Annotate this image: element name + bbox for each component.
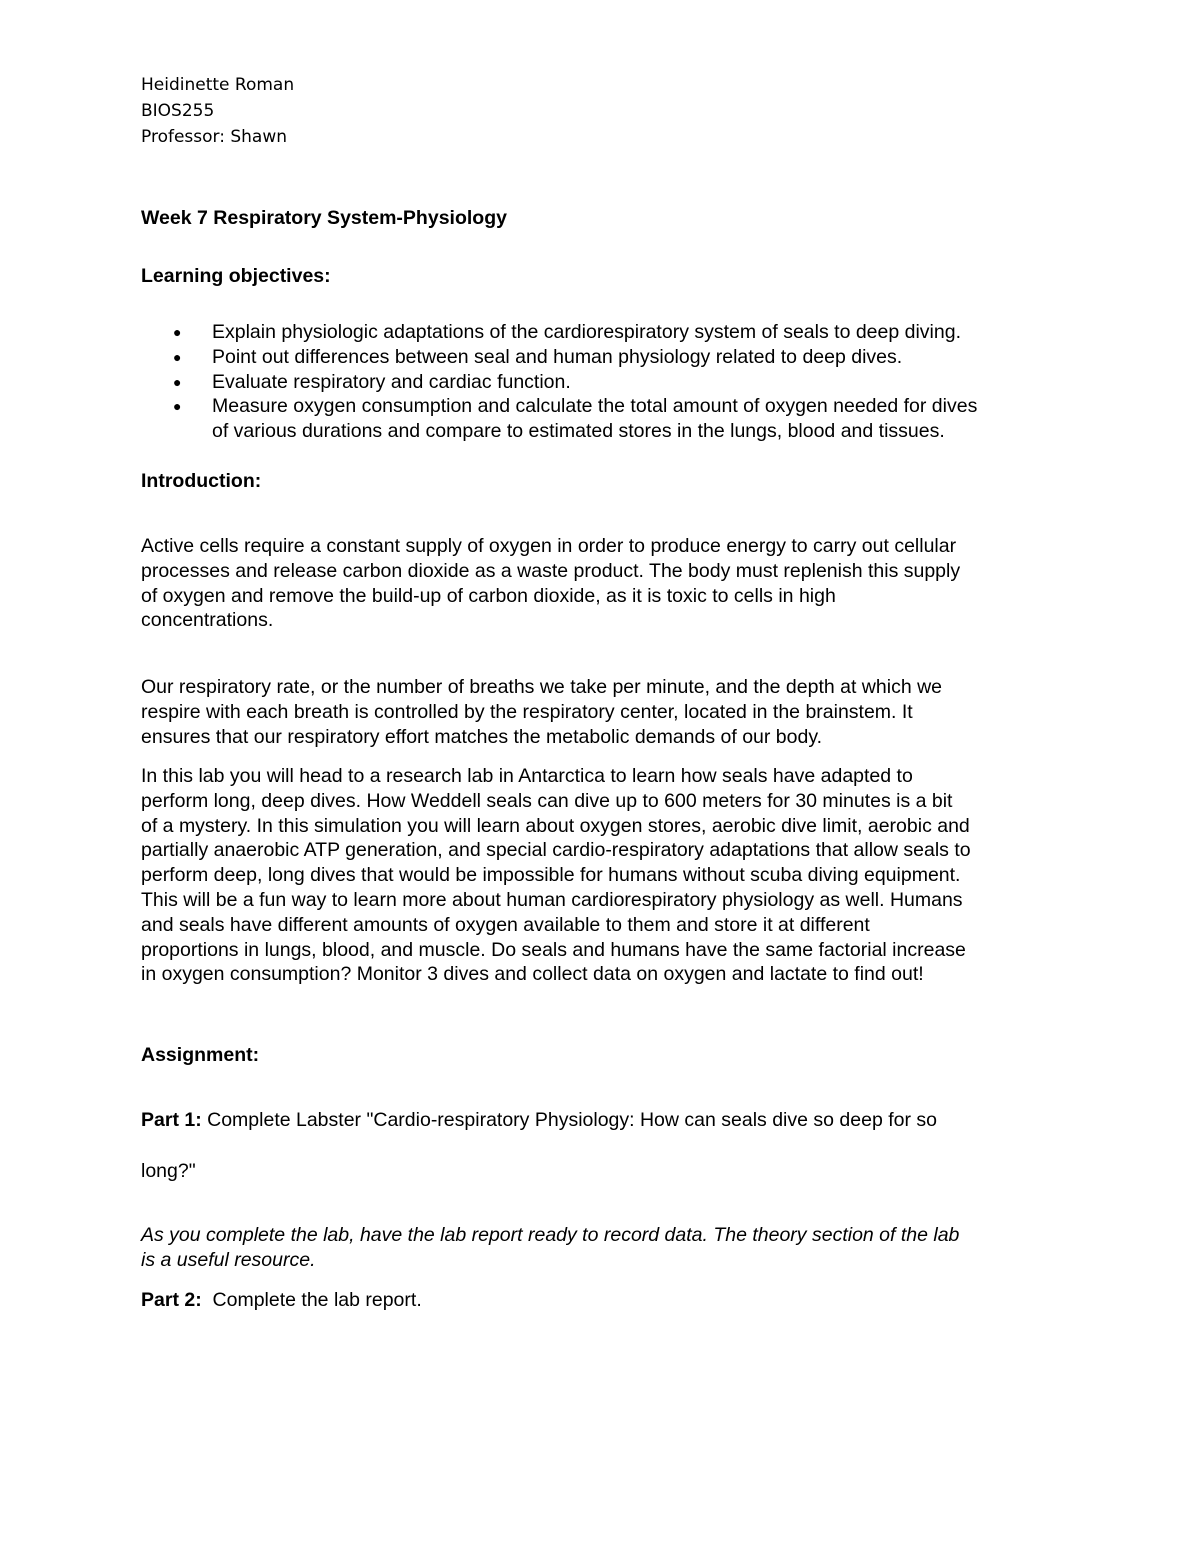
professor-line: Professor: Shawn — [141, 127, 288, 147]
list-item: ● Measure oxygen consumption and calculate the total amount of oxygen needed for dives of various durations and compare to estimated stores in the lungs, blood and tissues. — [173, 395, 978, 443]
part-1-label: Part 1: — [141, 1109, 202, 1131]
learning-objectives-list — [141, 320, 977, 444]
list-item: ● Point out differences between seal and human physiology related to deep dives. — [173, 345, 903, 368]
bullet-icon: ● — [173, 324, 182, 340]
assignment-part-1-continued: long?" — [141, 1160, 196, 1182]
list-item: ● Explain physiologic adaptations of the cardiorespiratory system of seals to deep diving. — [173, 321, 961, 343]
learning-objectives-heading: Learning objectives: — [141, 265, 331, 287]
bullet-icon: ● — [173, 373, 182, 390]
assignment-note: As you complete the lab, have the lab report ready to record data. The theory section of the lab is a useful resource. — [141, 1224, 960, 1271]
assignment-part-1 — [141, 1108, 1076, 1133]
introduction-heading: Introduction: — [141, 470, 262, 492]
intro-paragraph-3: In this lab you will head to a research lab in Antarctica to learn how seals have adapted to perform long, deep dives. How Weddell seals can dive up to 600 meters for 30 minutes is a bit of a mystery. In this simulation you will learn about oxygen stores, aerobic dive limit, aerobic and partially anaerobic ATP generation, and special cardio-respiratory adaptations that allow seals to perform deep, long dives that would be impossible for humans without scuba diving equipment. This will be a fun way to learn more about human cardiorespiratory physiology as well. Humans and seals have different amounts of oxygen available to them and store it at different proportions in lungs, blood, and muscle. Do seals and humans have the same factorial increase in oxygen consumption? Monitor 3 dives and collect data on oxygen and lactate to find out! — [141, 765, 971, 986]
part-2-label: Part 2: — [141, 1289, 202, 1311]
part-1-text: Complete Labster "Cardio-respiratory Physiology: How can seals dive so deep for so — [201, 1109, 937, 1131]
bullet-icon: ● — [173, 348, 182, 365]
assignment-part-2 — [141, 1288, 1076, 1313]
intro-paragraph-2: Our respiratory rate, or the number of breaths we take per minute, and the depth at which we respire with each breath is controlled by the respiratory center, located in the brainstem. It ensures that our respiratory effort matches the metabolic demands of our body. — [141, 676, 943, 748]
assignment-heading: Assignment: — [141, 1044, 260, 1066]
document-title: Week 7 Respiratory System-Physiology — [141, 207, 507, 229]
part-2-text: Complete the lab report. — [201, 1289, 422, 1311]
bullet-icon: ● — [173, 398, 182, 415]
student-name: Heidinette Roman — [141, 75, 295, 95]
course-code: BIOS255 — [141, 101, 215, 121]
intro-paragraph-1: Active cells require a constant supply of oxygen in order to produce energy to carry out cellular processes and release carbon dioxide as a waste product. The body must replenish this supply of oxygen and remove the build-up of carbon dioxide, as it is toxic to cells in high concentrations. — [141, 535, 961, 632]
list-item: ● Evaluate respiratory and cardiac function. — [173, 370, 571, 393]
